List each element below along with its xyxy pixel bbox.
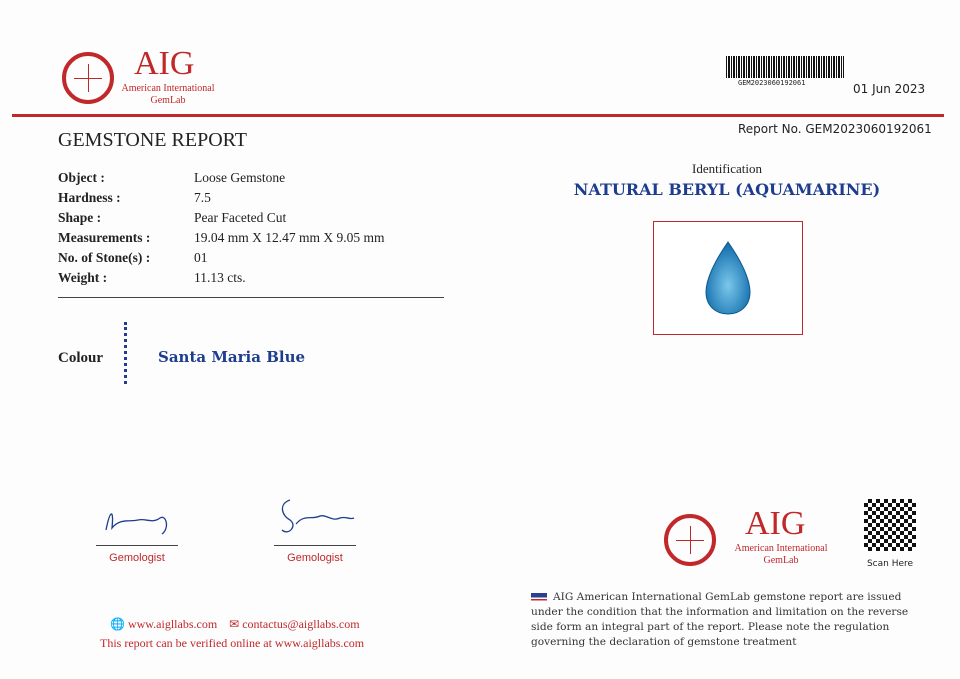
gemologist-label: Gemologist <box>287 552 343 564</box>
signature-1 <box>100 500 180 540</box>
verify-note: This report can be verified online at www.aigllabs.com <box>100 636 365 650</box>
header-divider <box>12 114 944 117</box>
gemologist-label: Gemologist <box>109 552 165 564</box>
detail-row: Shape : Pear Faceted Cut <box>58 210 287 225</box>
colour-label: Colour <box>58 350 103 366</box>
report-number: Report No. GEM2023060192061 <box>738 122 932 136</box>
brand-logo: AIG <box>745 505 806 542</box>
gemstone-image <box>654 222 802 334</box>
qr-code[interactable] <box>864 499 916 551</box>
email-link[interactable]: contactus@aigllabs.com <box>242 617 360 631</box>
signature-line <box>274 545 356 546</box>
barcode <box>726 56 844 78</box>
detail-row: Weight : 11.13 cts. <box>58 270 246 285</box>
aig-logo-emblem <box>62 52 114 104</box>
brand-logo: AIG <box>134 45 195 82</box>
detail-row: Measurements : 19.04 mm X 12.47 mm X 9.05 mm <box>58 230 385 245</box>
gemstone-photo-frame <box>653 221 803 335</box>
signature-line <box>96 545 178 546</box>
colour-value: Santa Maria Blue <box>158 348 306 366</box>
brand-sub: American International GemLab <box>734 543 828 566</box>
detail-row: Object : Loose Gemstone <box>58 170 286 185</box>
aig-logo-emblem <box>664 514 716 566</box>
footer-contacts: 🌐 www.aigllabs.com ✉ contactus@aigllabs.com <box>110 617 360 631</box>
identification-label: Identification <box>691 161 763 176</box>
qr-label: Scan Here <box>866 559 914 569</box>
disclaimer: AIG American International GemLab gemstone report are issued under the condition that the information and limitation on the reverse side form an integral part of the report. Please note the regulation governing the declaration of gemstone treatment <box>531 591 909 648</box>
page-title: GEMSTONE REPORT <box>58 129 248 151</box>
website-link[interactable]: www.aigllabs.com <box>127 617 218 631</box>
brand-sub: American International GemLab <box>121 83 215 106</box>
barcode-text: GEM2023060192061 <box>738 79 806 87</box>
details-divider <box>58 297 444 298</box>
identification-value: NATURAL BERYL (AQUAMARINE) <box>573 180 881 199</box>
signature-2 <box>276 494 356 540</box>
report-date: 01 Jun 2023 <box>853 82 926 96</box>
detail-row: No. of Stone(s) : 01 <box>58 250 208 265</box>
dotted-separator <box>124 322 127 384</box>
detail-row: Hardness : 7.5 <box>58 190 211 205</box>
